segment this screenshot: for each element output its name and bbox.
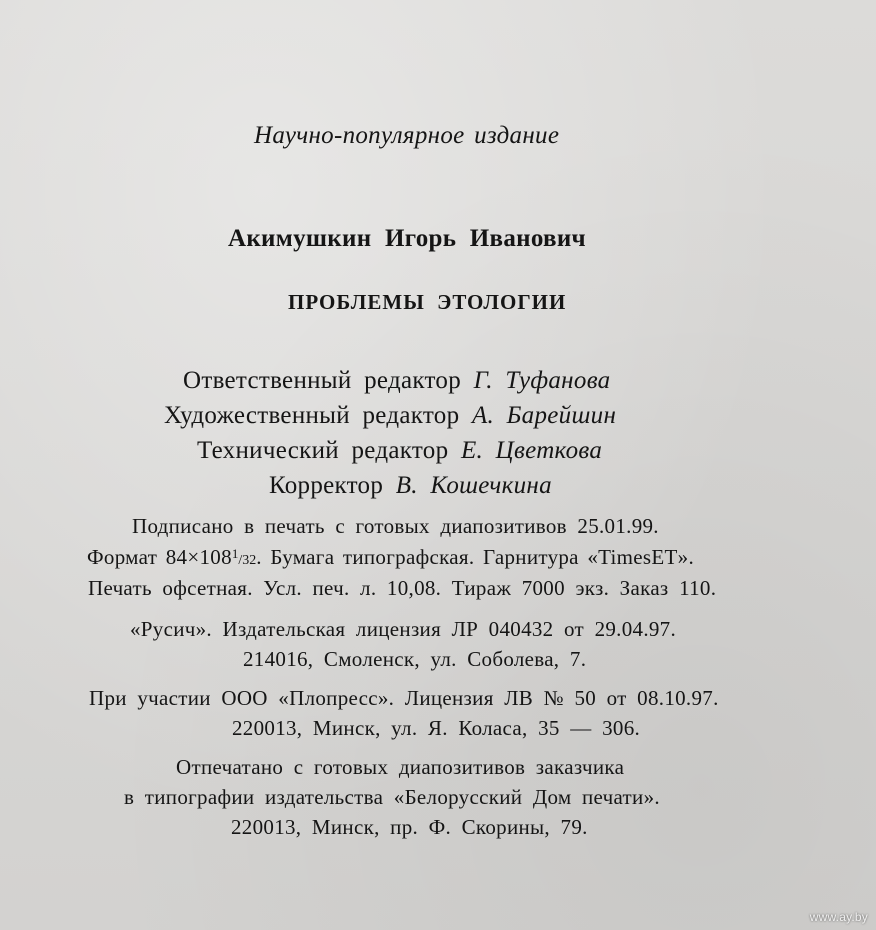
editor-name: В. Кошечкина [395, 472, 552, 499]
publisher-address-line: 214016, Смоленск, ул. Соболева, 7. [243, 647, 587, 671]
publisher-license-line: «Русич». Издательская лицензия ЛР 040432 от 29.04.97. [130, 617, 677, 641]
print-details-line: Печать офсетная. Усл. печ. л. 10,08. Тираж 7000 экз. Заказ 110. [88, 576, 717, 600]
partner-license-line: При участии ООО «Плопресс». Лицензия ЛВ № 50 от 08.10.97. [89, 686, 719, 710]
site-watermark: www.ay.by [809, 910, 868, 924]
editor-name: А. Барейшин [471, 402, 617, 429]
editor-name: Е. Цветкова [460, 437, 603, 464]
format-fraction-numerator: 1 [231, 546, 239, 561]
book-title: ПРОБЛЕМЫ ЭТОЛОГИИ [288, 290, 567, 314]
editor-line-art [164, 402, 616, 430]
editor-name: Г. Туфанова [473, 367, 611, 394]
printed-from-line: Отпечатано с готовых диапозитивов заказчика [176, 755, 625, 779]
author-name: Акимушкин Игорь Иванович [228, 225, 586, 252]
printing-house-address-line: 220013, Минск, пр. Ф. Скорины, 79. [231, 815, 588, 839]
format-suffix: . Бумага типографская. Гарнитура «TimesET». [256, 545, 694, 569]
format-prefix: Формат 84×108 [87, 545, 232, 569]
editor-line-proofreader [269, 472, 552, 500]
editor-role: Корректор [269, 472, 384, 499]
format-fraction-denominator: /32 [238, 553, 257, 568]
format-line [87, 545, 694, 570]
partner-address-line: 220013, Минск, ул. Я. Коласа, 35 — 306. [232, 716, 641, 740]
edition-type: Научно-популярное издание [254, 122, 560, 149]
editor-role: Ответственный редактор [183, 367, 462, 394]
editor-role: Художественный редактор [164, 402, 460, 429]
editor-line-technical [197, 437, 602, 465]
editor-role: Технический редактор [197, 437, 449, 464]
editor-line-responsible [183, 367, 610, 395]
signed-for-print-line: Подписано в печать с готовых диапозитивов 25.01.99. [132, 514, 659, 538]
printing-house-line: в типографии издательства «Белорусский Дом печати». [124, 785, 660, 809]
